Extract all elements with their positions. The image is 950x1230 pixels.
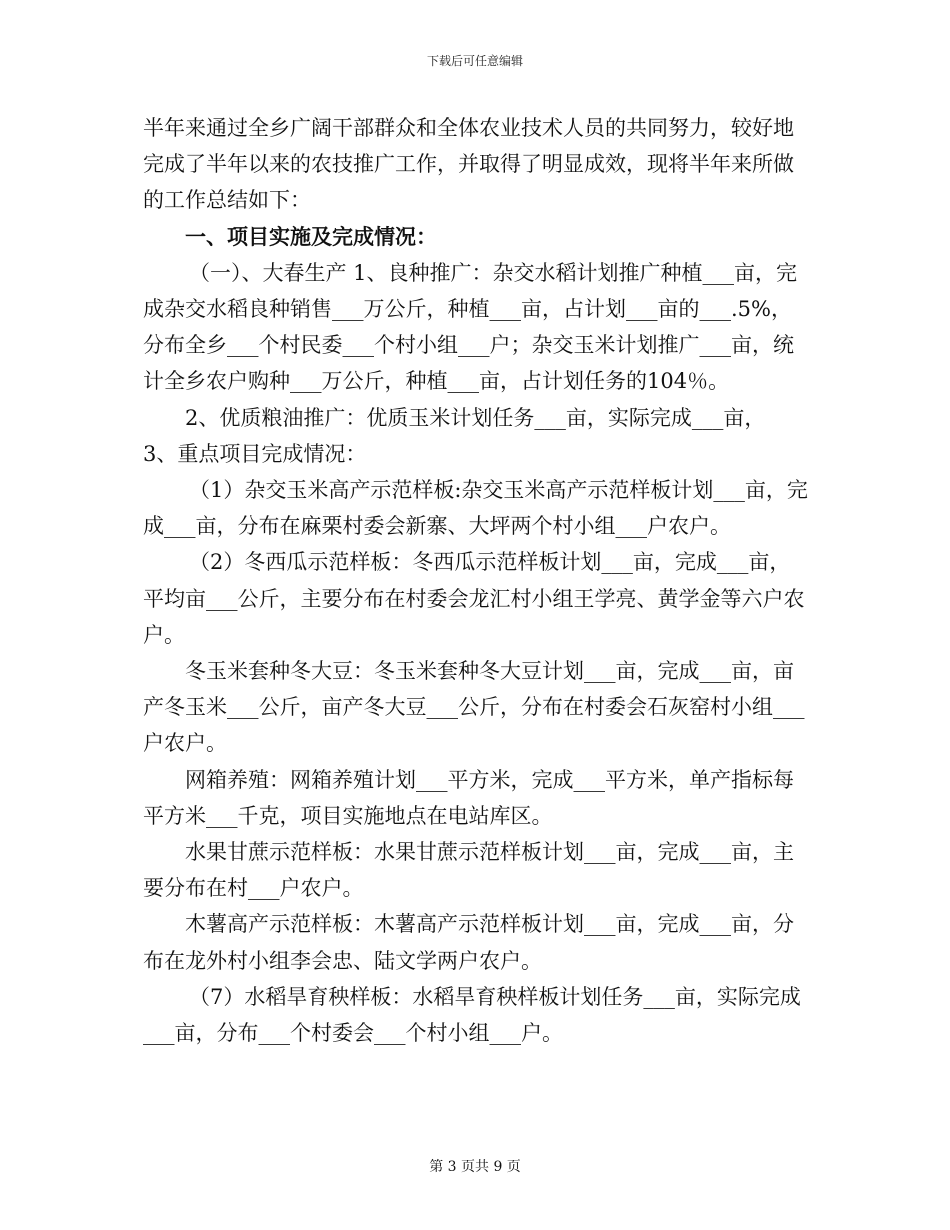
paragraph-key-projects: 3、重点项目完成情况： (143, 441, 367, 466)
paragraph-seed-promotion: （一）、大春生产 1、良种推广：杂交水稻计划推广种植___亩，完成杂交水稻良种销售___万公斤，种植___亩，占计划___亩的___.5%，分布全乡___个村民委___个村小组___户；杂交玉米计划推广___亩，统计全乡农户购种___万公斤，种植___亩，占计划任务的104％。 (143, 260, 798, 394)
paragraph-sugarcane-demo: 水果甘蔗示范样板：水果甘蔗示范样板计划___亩，完成___亩，主要分布在村___户农户。 (143, 840, 794, 901)
paragraph-corn-demo: （1）杂交玉米高产示范样板:杂交玉米高产示范样板计划___亩，完成___亩，分布在麻栗村委会新寨、大坪两个村小组___户农户。 (143, 478, 808, 539)
intro-paragraph: 半年来通过全乡广阔干部群众和全体农业技术人员的共同努力，较好地完成了半年以来的农技推广工作，并取得了明显成效，现将半年来所做的工作总结如下： (143, 116, 794, 213)
document-body (143, 110, 808, 1051)
paragraph-cage-culture: 网箱养殖：网箱养殖计划___平方米，完成___平方米，单产指标每平方米___千克，项目实施地点在电站库区。 (143, 767, 794, 828)
paragraph-rice-seedling: （7）水稻旱育秧样板：水稻旱育秧样板计划任务___亩，实际完成___亩，分布___个村委会___个村小组___户。 (143, 984, 801, 1046)
section-heading: 一、项目实施及完成情况： (185, 223, 437, 249)
paragraph-cassava-demo: 木薯高产示范样板：木薯高产示范样板计划___亩，完成___亩，分布在龙外村小组李会忠、陆文学两户农户。 (143, 912, 794, 973)
paragraph-watermelon-demo: （2）冬西瓜示范样板：冬西瓜示范样板计划___亩，完成___亩，平均亩___公斤，主要分布在村委会龙汇村小组王学亮、黄学金等六户农户。 (143, 550, 805, 647)
page-header: 下载后可任意编辑 (426, 54, 523, 68)
paragraph-quality-grain: 2、优质粮油推广：优质玉米计划任务___亩，实际完成___亩， (185, 405, 766, 430)
page-footer: 第 3 页共 9 页 (429, 1159, 521, 1175)
paragraph-winter-corn-soy: 冬玉米套种冬大豆：冬玉米套种冬大豆计划___亩，完成___亩，亩产冬玉米___公斤，亩产冬大豆___公斤，分布在村委会石灰窑村小组___户农户。 (143, 659, 805, 756)
